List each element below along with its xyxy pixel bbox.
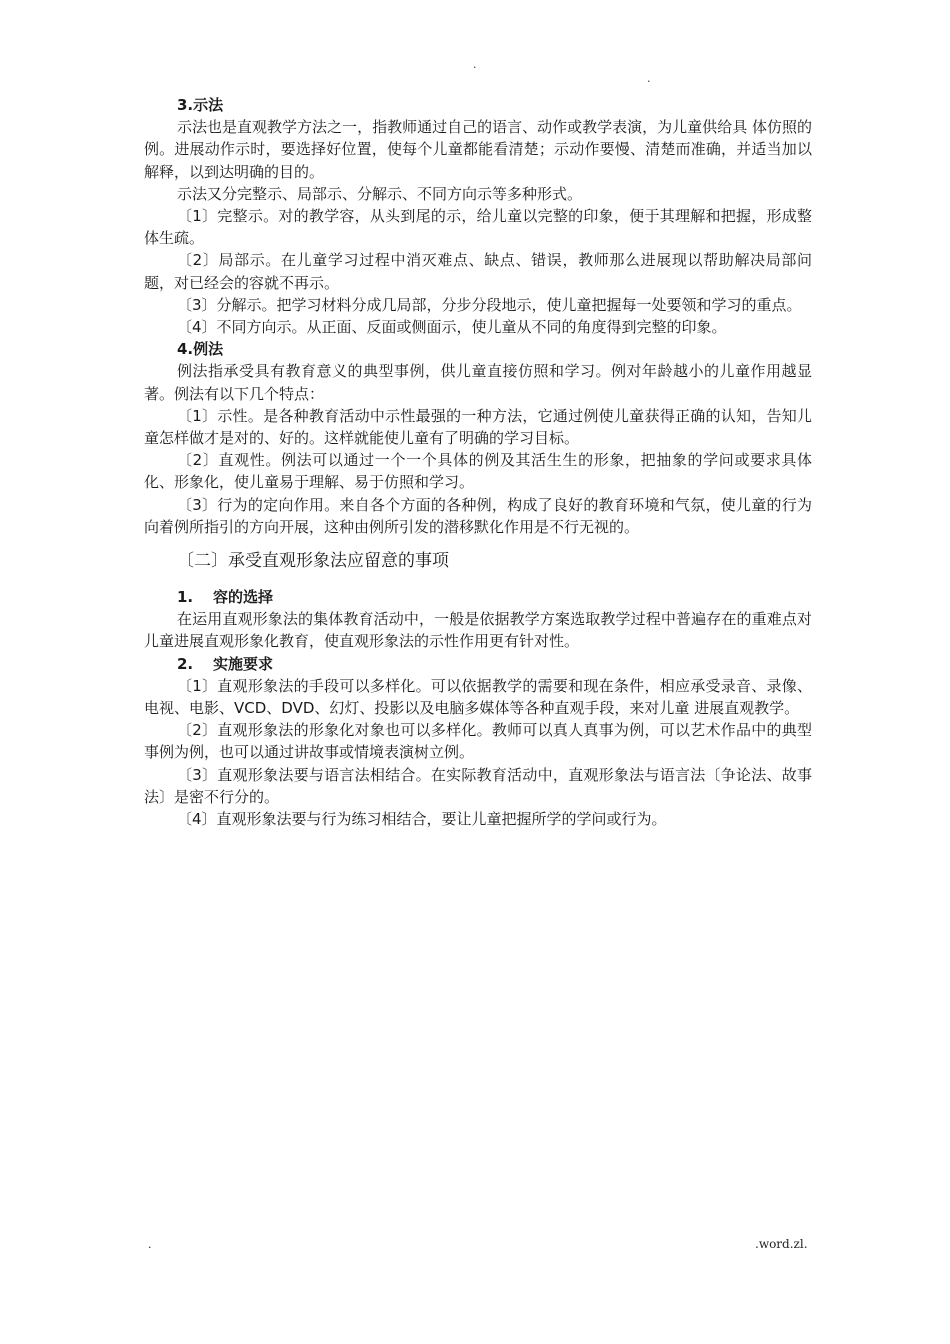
section3-para-5: 〔3〕分解示。把学习材料分成几局部，分步分段地示，使儿童把握每一处要领和学习的重点。 <box>177 295 802 314</box>
section3-para-3: 〔1〕完整示。对的教学容，从头到尾的示，给儿童以完整的印象，便于其理解和把握，形成整体生疏。 <box>144 207 812 248</box>
subsection-2-title: 实施要求 <box>213 654 274 673</box>
header-dot-left: . <box>473 58 477 71</box>
section4-para-3: 〔2〕直观性。例法可以通过一个一个具体的例及其活生生的形象，把抽象的学问或要求具体化、形象化，使儿童易于理解、易于仿照和学习。 <box>144 451 812 492</box>
footer-watermark: .word.zl. <box>755 1237 808 1251</box>
subsection-2-para-3: 〔3〕直观形象法要与语言法相结合。在实际教育活动中，直观形象法与语言法〔争论法、故事法〕是密不行分的。 <box>144 765 812 806</box>
subsection-1-title: 容的选择 <box>213 588 274 607</box>
subsection-2-number: 2. <box>177 654 194 673</box>
section3-para-4: 〔2〕局部示。在儿童学习过程中消灭难点、缺点、错误，教师那么进展现以帮助解决局部问题，对已经会的容就不再示。 <box>144 251 812 292</box>
subsection-1-number: 1. <box>177 588 194 607</box>
section-two-title: 〔二〕承受直观形象法应留意的事项 <box>177 551 449 572</box>
subsection-2-para-2: 〔2〕直观形象法的形象化对象也可以多样化。教师可以真人真事为例，可以艺术作品中的典型事例为例，也可以通过讲故事或情境表演树立例。 <box>144 721 812 762</box>
header-dot-right: . <box>647 72 651 85</box>
subsection-2-heading <box>144 653 812 675</box>
section4-para-2: 〔1〕示性。是各种教育活动中示性最强的一种方法，它通过例使儿童获得正确的认知，告知儿童怎样做才是对的、好的。这样就能使儿童有了明确的学习目标。 <box>144 406 812 448</box>
subsection-2-para-4: 〔4〕直观形象法要与行为练习相结合，要让儿童把握所学的学问或行为。 <box>177 810 667 829</box>
subsection-1-heading <box>144 586 812 608</box>
section3-title: 3.示法 <box>177 96 224 114</box>
subsection-1-para-1: 在运用直观形象法的集体教育活动中，一般是依据教学方案选取教学过程中普遍存在的重难点对儿童进展直观形象化教育，使直观形象法的示性作用更有针对性。 <box>144 610 812 651</box>
document-body <box>144 94 812 830</box>
section3-para-2: 示法又分完整示、局部示、分解示、不同方向示等多种形式。 <box>177 184 583 203</box>
section4-title: 4.例法 <box>177 340 224 359</box>
section4-para-4: 〔3〕行为的定向作用。来自各个方面的各种例，构成了良好的教育环境和气氛，使儿童的行为向着例所指引的方向开展，这种由例所引发的潜移默化作用是不行无视的。 <box>144 495 812 536</box>
subsection-2-para-1: 〔1〕直观形象法的手段可以多样化。可以依据教学的需要和现在条件，相应承受录音、录像、电视、电影、VCD、DVD、幻灯、投影以及电脑多媒体等各种直观手段，来对儿童 进展直观教学。 <box>144 676 812 718</box>
section3-para-6: 〔4〕不同方向示。从正面、反面或侧面示，使儿童从不同的角度得到完整的印象。 <box>177 318 727 337</box>
section4-para-1: 例法指承受具有教育意义的典型事例，供儿童直接仿照和学习。例对年龄越小的儿童作用越显著。例法有以下几个特点： <box>144 362 812 403</box>
section3-para-1: 示法也是直观教学方法之一，指教师通过自己的语言、动作或教学表演，为儿童供给具 体仿照的例。进展动作示时，要选择好位置，使每个儿童都能看清楚；示动作要慢、清楚而准确，并适当加以解释，以到达明确的目的。 <box>144 118 812 181</box>
footer-dot: . <box>148 1238 152 1251</box>
